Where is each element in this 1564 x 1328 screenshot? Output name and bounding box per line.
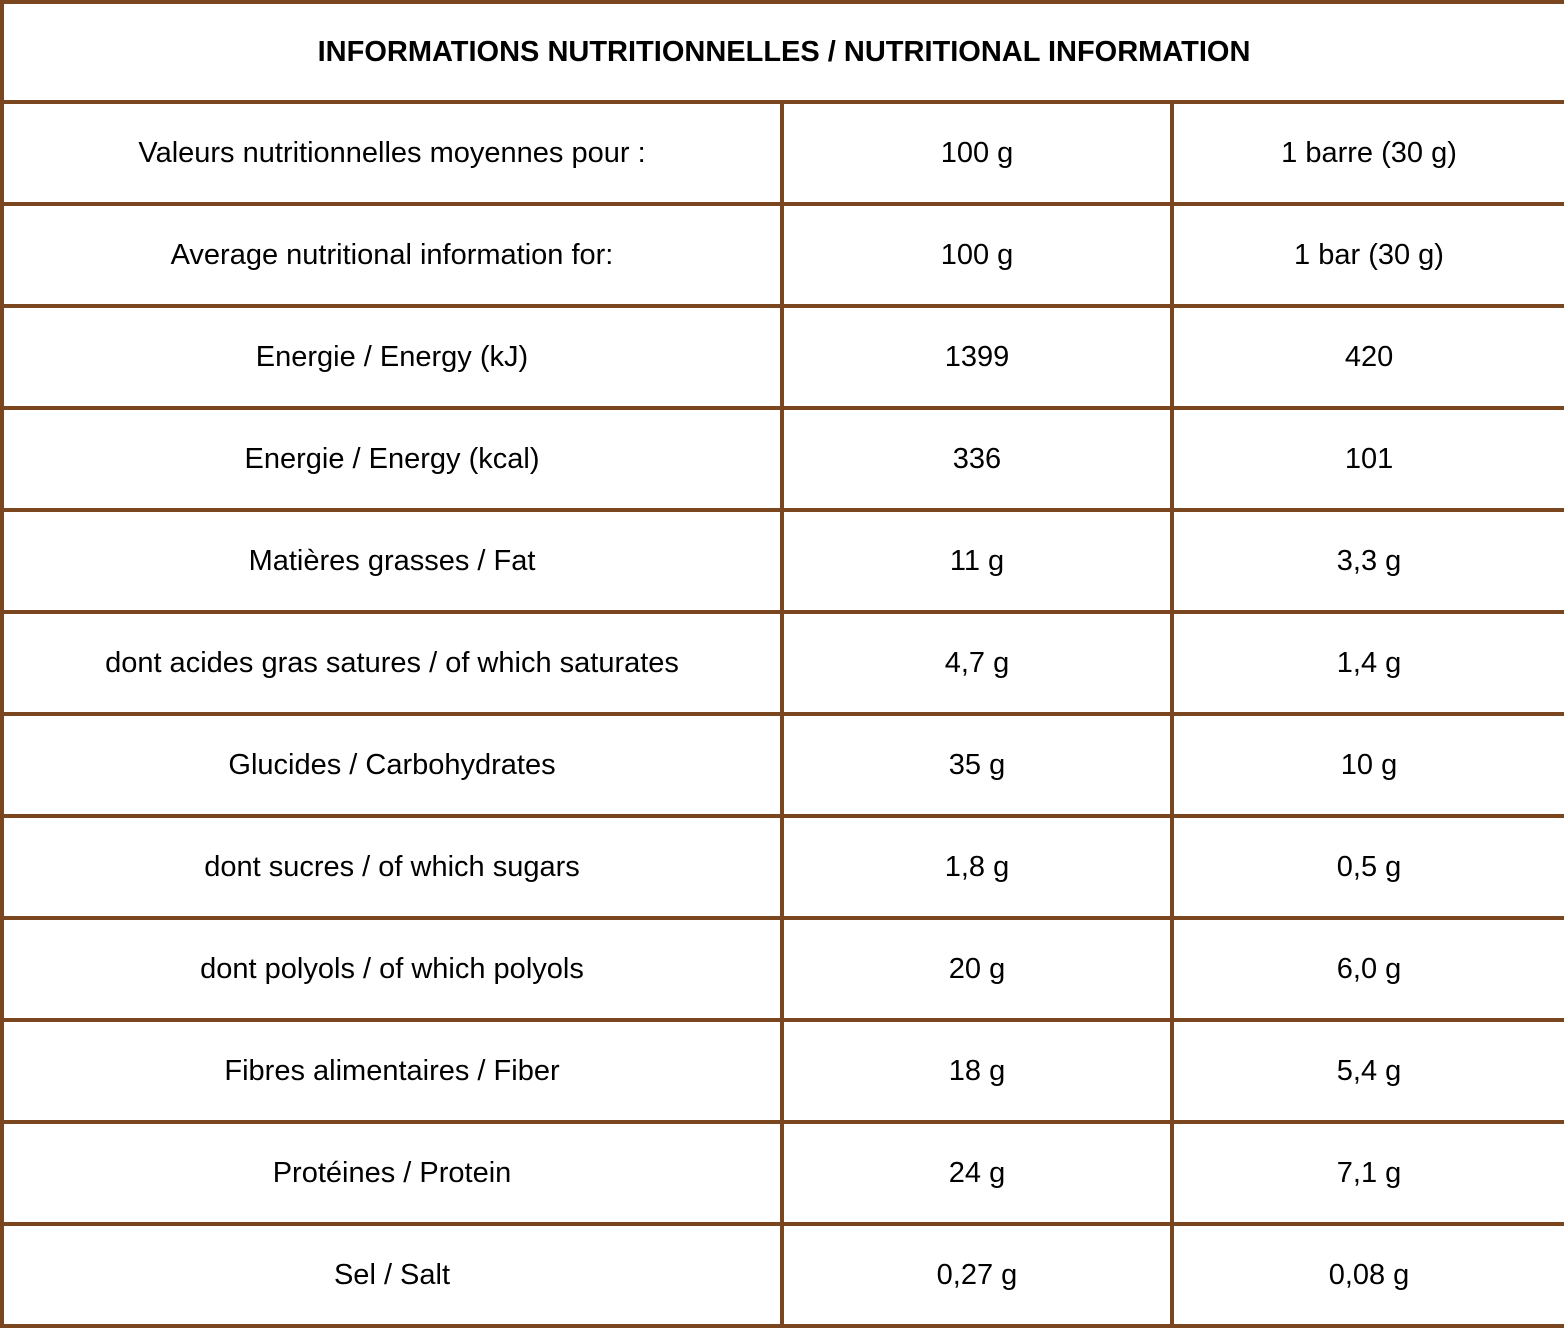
value-per-100g: 100 g — [782, 204, 1172, 306]
value-per-bar: 0,08 g — [1172, 1224, 1564, 1326]
nutrient-label: Matières grasses / Fat — [2, 510, 782, 612]
value-per-100g: 336 — [782, 408, 1172, 510]
value-per-bar: 7,1 g — [1172, 1122, 1564, 1224]
nutrient-label: Glucides / Carbohydrates — [2, 714, 782, 816]
table-row — [2, 816, 1564, 918]
table-row — [2, 1224, 1564, 1326]
value-per-100g: 0,27 g — [782, 1224, 1172, 1326]
value-per-100g: 35 g — [782, 714, 1172, 816]
table-row — [2, 510, 1564, 612]
value-per-bar: 420 — [1172, 306, 1564, 408]
table-row — [2, 408, 1564, 510]
value-per-bar: 10 g — [1172, 714, 1564, 816]
value-per-bar: 0,5 g — [1172, 816, 1564, 918]
nutrient-label: Energie / Energy (kJ) — [2, 306, 782, 408]
table-row — [2, 612, 1564, 714]
value-per-100g: 20 g — [782, 918, 1172, 1020]
table-row — [2, 204, 1564, 306]
table-row — [2, 306, 1564, 408]
nutrient-label: dont polyols / of which polyols — [2, 918, 782, 1020]
value-per-bar: 6,0 g — [1172, 918, 1564, 1020]
value-per-100g: 1399 — [782, 306, 1172, 408]
value-per-bar: 101 — [1172, 408, 1564, 510]
table-row — [2, 1122, 1564, 1224]
value-per-100g: 4,7 g — [782, 612, 1172, 714]
value-per-100g: 100 g — [782, 102, 1172, 204]
table-title: INFORMATIONS NUTRITIONNELLES / NUTRITIONAL INFORMATION — [2, 2, 1564, 102]
value-per-bar: 1 bar (30 g) — [1172, 204, 1564, 306]
table-row — [2, 102, 1564, 204]
value-per-100g: 24 g — [782, 1122, 1172, 1224]
nutrient-label: Energie / Energy (kcal) — [2, 408, 782, 510]
table-row — [2, 918, 1564, 1020]
table-row — [2, 1020, 1564, 1122]
nutrient-label: Sel / Salt — [2, 1224, 782, 1326]
nutrient-label: dont acides gras satures / of which saturates — [2, 612, 782, 714]
value-per-bar: 1 barre (30 g) — [1172, 102, 1564, 204]
nutrient-label: Protéines / Protein — [2, 1122, 782, 1224]
value-per-100g: 18 g — [782, 1020, 1172, 1122]
nutrient-label: Average nutritional information for: — [2, 204, 782, 306]
table-row — [2, 714, 1564, 816]
nutrient-label: Valeurs nutritionnelles moyennes pour : — [2, 102, 782, 204]
nutrient-label: dont sucres / of which sugars — [2, 816, 782, 918]
value-per-bar: 1,4 g — [1172, 612, 1564, 714]
nutrient-label: Fibres alimentaires / Fiber — [2, 1020, 782, 1122]
value-per-bar: 5,4 g — [1172, 1020, 1564, 1122]
value-per-bar: 3,3 g — [1172, 510, 1564, 612]
value-per-100g: 11 g — [782, 510, 1172, 612]
value-per-100g: 1,8 g — [782, 816, 1172, 918]
table-title-row — [2, 2, 1564, 102]
